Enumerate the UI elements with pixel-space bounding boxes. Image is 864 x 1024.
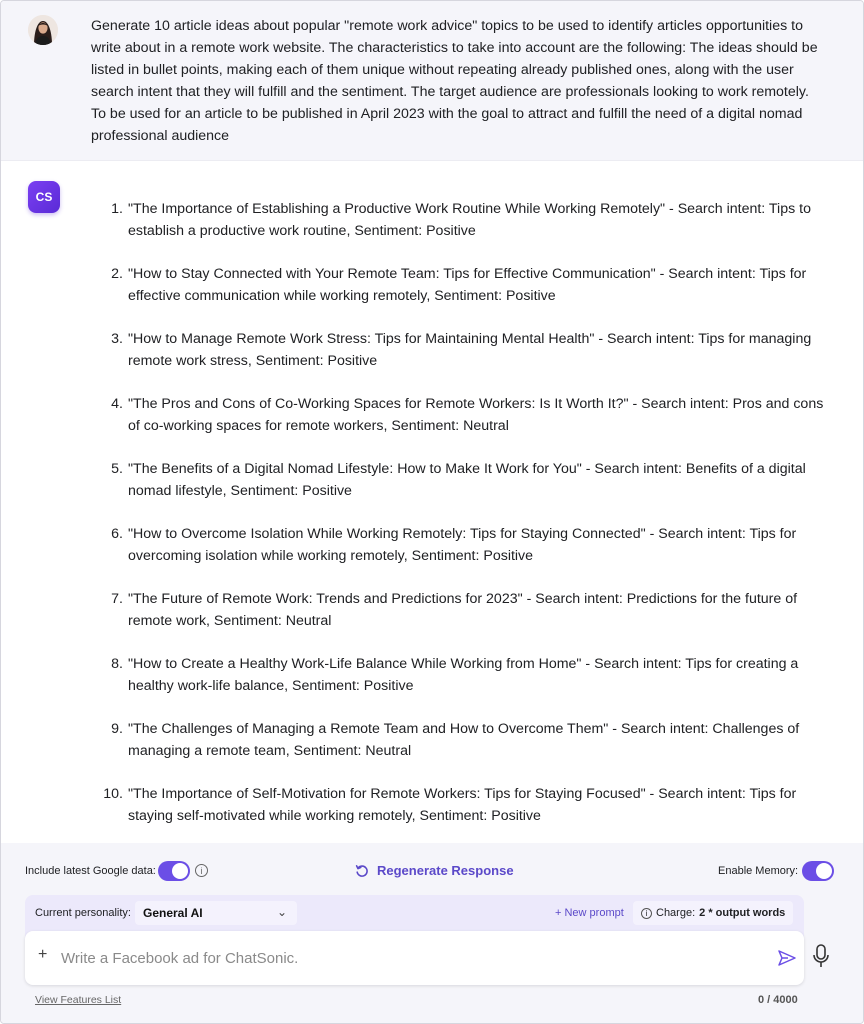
chevron-down-icon: ⌄ — [276, 905, 287, 919]
list-item-text: "How to Create a Healthy Work-Life Balance While Working from Home" - Search intent: Tips for creating a healthy work-life balance, Sentiment: Positive — [128, 656, 799, 694]
list-item — [99, 263, 824, 328]
character-counter: 0 / 4000 — [758, 994, 798, 1006]
refresh-icon — [355, 864, 369, 878]
personality-value: General AI — [143, 906, 203, 920]
list-item-number: 1. — [111, 201, 123, 217]
list-item-text: "The Benefits of a Digital Nomad Lifestyle: How to Make It Work for You" - Search intent: Benefits of a digital nomad lifestyle, Sentiment: Positive — [128, 461, 806, 499]
plus-icon[interactable]: + — [38, 946, 48, 963]
google-data-toggle[interactable] — [158, 861, 190, 881]
google-data-label: Include latest Google data: — [25, 865, 156, 877]
user-message-text: Generate 10 article ideas about popular "remote work advice" topics to be used to identify articles opportunities to write about in a remote work website. The characteristics to take into account are the following: The ideas should be listed in bullet points, making each of them unique without repeating already published ones, along with the user search intent that they will fulfill and the sentiment. The target audience are professionals looking to work remotely. To be used for an article to be published in April 2023 with the goal to attract and fulfill the need of a digital nomad professional audience — [91, 18, 818, 144]
regenerate-label: Regenerate Response — [377, 863, 514, 878]
toggle-knob — [816, 863, 832, 879]
list-item — [99, 783, 824, 848]
list-item — [99, 653, 824, 718]
composer-area — [1, 843, 863, 1024]
list-item — [99, 458, 824, 523]
list-item-number: 2. — [111, 266, 123, 282]
microphone-icon[interactable] — [811, 943, 831, 969]
info-icon: i — [641, 908, 652, 919]
list-item-number: 3. — [111, 331, 123, 347]
new-prompt-button[interactable]: + New prompt — [555, 907, 624, 919]
list-item-text: "How to Overcome Isolation While Working Remotely: Tips for Staying Connected" - Search intent: Tips for overcoming isolation while working remotely, Sentiment: Positive — [128, 526, 797, 564]
article-ideas-list — [99, 198, 824, 848]
list-item-number: 9. — [111, 721, 123, 737]
view-features-link[interactable]: View Features List — [35, 994, 122, 1006]
list-item-text: "How to Manage Remote Work Stress: Tips for Maintaining Mental Health" - Search intent: Tips for managing remote work stress, Sentiment: Positive — [128, 331, 812, 369]
list-item-text: "The Importance of Self-Motivation for Remote Workers: Tips for Staying Focused" - Search intent: Tips for staying self-motivated while working remotely, Sentiment: Positive — [128, 786, 797, 824]
chatsonic-avatar: CS — [28, 181, 60, 213]
memory-label: Enable Memory: — [718, 865, 799, 877]
prompt-input[interactable] — [61, 943, 741, 973]
charge-badge — [633, 901, 793, 925]
list-item-number: 8. — [111, 656, 123, 672]
list-item-text: "How to Stay Connected with Your Remote Team: Tips for Effective Communication" - Search intent: Tips for effective communication while working remotely, Sentiment: Positive — [128, 266, 807, 304]
prompt-input-box — [25, 931, 804, 985]
list-item-number: 5. — [111, 461, 123, 477]
regenerate-button[interactable] — [355, 863, 514, 878]
toggle-knob — [172, 863, 188, 879]
list-item — [99, 328, 824, 393]
list-item — [99, 393, 824, 458]
charge-label: Charge: — [656, 907, 696, 919]
info-icon[interactable]: i — [195, 864, 208, 877]
list-item-text: "The Pros and Cons of Co-Working Spaces for Remote Workers: Is It Worth It?" - Search intent: Pros and cons of co-working spaces for remote workers, Sentiment: Neutral — [128, 396, 824, 434]
list-item-text: "The Challenges of Managing a Remote Team and How to Overcome Them" - Search intent: Challenges of managing a remote team, Sentiment: Neutral — [128, 721, 800, 759]
charge-value: 2 * output words — [699, 907, 786, 919]
list-item-number: 10. — [103, 786, 123, 802]
user-avatar — [28, 15, 58, 45]
user-message — [1, 1, 863, 161]
list-item — [99, 588, 824, 653]
list-item — [99, 718, 824, 783]
list-item-number: 7. — [111, 591, 123, 607]
personality-label: Current personality: — [35, 907, 131, 919]
list-item — [99, 198, 824, 263]
send-icon[interactable] — [777, 948, 797, 968]
personality-select[interactable] — [135, 901, 297, 925]
list-item-number: 6. — [111, 526, 123, 542]
list-item-text: "The Importance of Establishing a Productive Work Routine While Working Remotely" - Search intent: Tips to establish a productive work routine, Sentiment: Positive — [128, 201, 811, 239]
list-item-number: 4. — [111, 396, 123, 412]
list-item-text: "The Future of Remote Work: Trends and Predictions for 2023" - Search intent: Predictions for the future of remote work, Sentiment: Neutral — [128, 591, 798, 629]
list-item — [99, 523, 824, 588]
memory-toggle[interactable] — [802, 861, 834, 881]
user-avatar-image — [28, 15, 58, 45]
